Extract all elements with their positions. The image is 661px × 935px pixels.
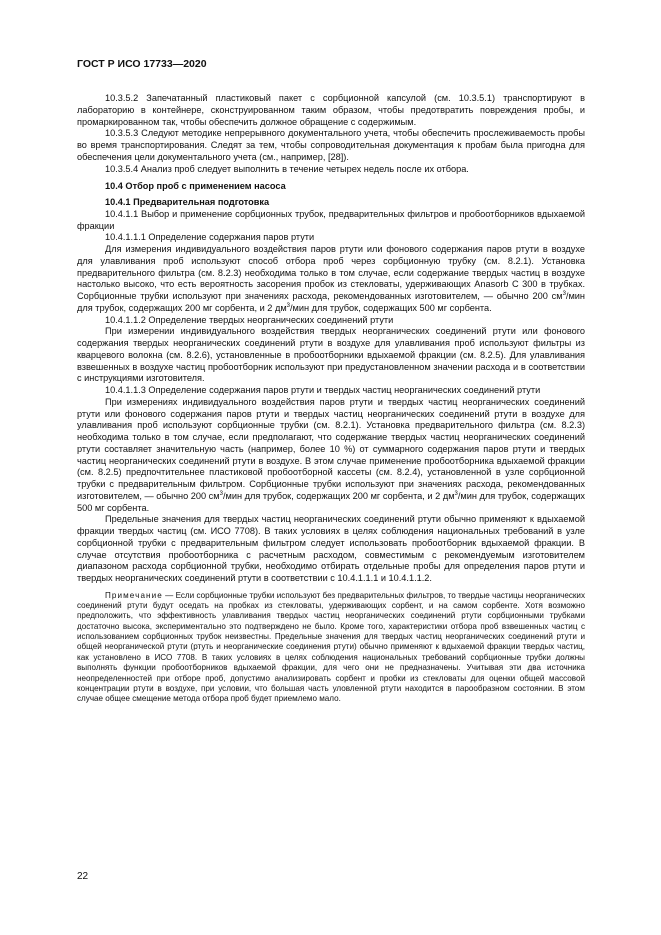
paragraph-10-4-1-1: 10.4.1.1 Выбор и применение сорбционных трубок, предварительных фильтров и пробоотборников вдыхаемой фракции xyxy=(77,208,585,231)
paragraph-particulate-mercury: При измерении индивидуального воздействия твердых неорганических соединений ртути или фонового содержания твердых неорганических соединений ртути в воздухе для улавливания проб используют фильтры из кварцевого волокна (см. 8.2.6), установленные в пробоотборники вдыхаемой фракции (см. 8.2.5). Для улавливания взвешенных в воздухе частиц пробоотборник используют при предустановленном значении расхода и в соответствии с инструкциями изготовителя. xyxy=(77,326,585,384)
text-run: При измерениях индивидуального воздействия паров ртути и твердых частиц неорганических соединений ртути или фонового содержания паров ртути и твердых частиц неорганических соединений ртути в воздухе для улавливания проб используют сорбционные трубки (см. 8.2.1). Установка предварительного фильтра (см. 8.2.3) необходима только в том случае, если предполагают, что содержание твердых частиц неорганических соединений ртути составляет значительную часть (например, более 10 %) от суммарного содержания паров ртути и твердых частиц неорганических соединений ртути в воздухе. В этом случае применение пробоотборника вдыхаемой фракции (см. 8.2.5) предпочтительнее пластиковой пробоотборной кассеты (см. 8.2.4), установленной в узле сорбционной трубки с предварительным фильтром. Сорбционные трубки используют при значениях расхода, рекомендованных изготовителем, — обычно 200 см xyxy=(77,396,585,501)
paragraph-10-4-1-1-3-title: 10.4.1.1.3 Определение содержания паров ртути и твердых частиц неорганических соединений ртути xyxy=(105,385,541,395)
paragraph-10-3-5-3: 10.3.5.3 Следуют методике непрерывного документального учета, чтобы обеспечить прослеживаемость пробы во время транспортирования. Следят за тем, чтобы сопроводительная документация к пробам была пригодна для обеспечения цели документального учета (см., например, [28]). xyxy=(77,128,585,162)
note-label: Примечание xyxy=(105,590,163,600)
text-run: /мин для трубок, содержащих 200 мг сорбента, и 2 дм xyxy=(222,490,455,501)
paragraph-10-3-5-2: 10.3.5.2 Запечатанный пластиковый пакет с сорбционной капсулой (см. 10.3.5.1) транспортируют в лабораторию в контейнере, сконструированном таким образом, чтобы предотвратить повреждения пробы, и промаркированном так, чтобы обеспечить должное обращение с содержимым. xyxy=(77,93,585,127)
section-heading-10-4-1: 10.4.1 Предварительная подготовка xyxy=(105,197,270,207)
section-heading-10-4: 10.4 Отбор проб с применением насоса xyxy=(105,181,286,192)
superscript: 3 xyxy=(286,302,290,309)
document-header: ГОСТ Р ИСО 17733—2020 xyxy=(77,58,207,70)
paragraph-vapour-and-particulate xyxy=(77,397,585,515)
text-run: /мин для трубок, содержащих 200 мг сорбента, и 2 дм xyxy=(77,291,585,313)
paragraph-10-3-5-4: 10.3.5.4 Анализ проб следует выполнить в течение четырех недель после их отбора. xyxy=(105,163,469,174)
text-run: Для измерения индивидуального воздействия паров ртути или фонового содержания паров ртути в воздухе для улавливания проб используют способ отбора проб через сорбционную трубку (см. 8.2.1). Установка предварительного фильтра (см. 8.2.3) необходима только в том случае, если содержание твердых частиц в воздухе настолько высоко, что есть вероятность засорения пробок из стекловаты, удерживающих Anasorb С 300 в трубках. Сорбционные трубки используют при значениях расхода, рекомендованных изготовителем, — обычно 200 см xyxy=(77,244,585,301)
note-text: Если сорбционные трубки используют без предварительных фильтров, то твердые частицы неорганических соединений ртути будут оседать на пробках из стекловаты, удерживающих сорбент, и на самом сорбенте. Хотя возможно предположить, что эффективность улавливания твердых частиц неорганических соединений ртути сорбционными трубками достаточно высока, экспериментально это подтверждено не было. Кроме того, характеристики отбора проб взвешенных частиц с использованием сорбционных трубок неизвестны. Предельные значения для твердых частиц неорганических соединений ртути и общей неорганической ртути (ртуть и неорганические соединения ртути) обычно применяют к вдыхаемой фракции твердых частиц, как установлено в ИСО 7708. В таких условиях в целях соблюдения национальных требований сорбционные трубки должны выполнять функции пробоотборников вдыхаемой фракции, для чего они не предназначены. Учитывая эти два источника неопределенностей при отборе проб, допустимо анализировать сорбент и пробки из стекловаты для оценки общей массовой концентрации ртути в воздухе, при условии, что большая часть уловленной ртути находится в парообразном состоянии. В этом случае общее смещение метода отбора проб будет приемлемо мало. xyxy=(77,590,585,704)
page-number: 22 xyxy=(77,871,89,882)
note-dash: — xyxy=(162,590,176,600)
superscript: 3 xyxy=(454,490,458,497)
paragraph-10-4-1-1-1-title: 10.4.1.1.1 Определение содержания паров ртути xyxy=(105,232,315,243)
document-body xyxy=(77,93,585,705)
paragraph-10-4-1-1-2-title: 10.4.1.1.2 Определение твердых неорганических соединений ртути xyxy=(105,314,394,325)
superscript: 3 xyxy=(219,490,223,497)
text-run: /мин для трубок, содержащих 500 мг сорбента. xyxy=(77,490,585,513)
paragraph-limit-values: Предельные значения для твердых частиц неорганических соединений ртути обычно применяют к вдыхаемой фракции твердых частиц (см. ИСО 7708). В таких условиях в целях соблюдения национальных требований в узле сорбционной трубки с предварительным фильтром следует использовать пробоотборник вдыхаемой фракции. В случае отсутствия пробоотборника с расчетным расходом, совместимым с рекомендуемым изготовителем диапазоном расхода сорбционной трубки, необходимо отбирать отдельные пробы для определения паров ртути и твердых неорганических соединений ртути в соответствии с 10.4.1.1.1 и 10.4.1.1.2. xyxy=(77,514,585,583)
paragraph-mercury-vapour xyxy=(77,244,585,315)
superscript: 3 xyxy=(562,290,566,297)
text-run: /мин для трубок, содержащих 500 мг сорбента. xyxy=(289,302,492,313)
note-block xyxy=(77,591,585,705)
